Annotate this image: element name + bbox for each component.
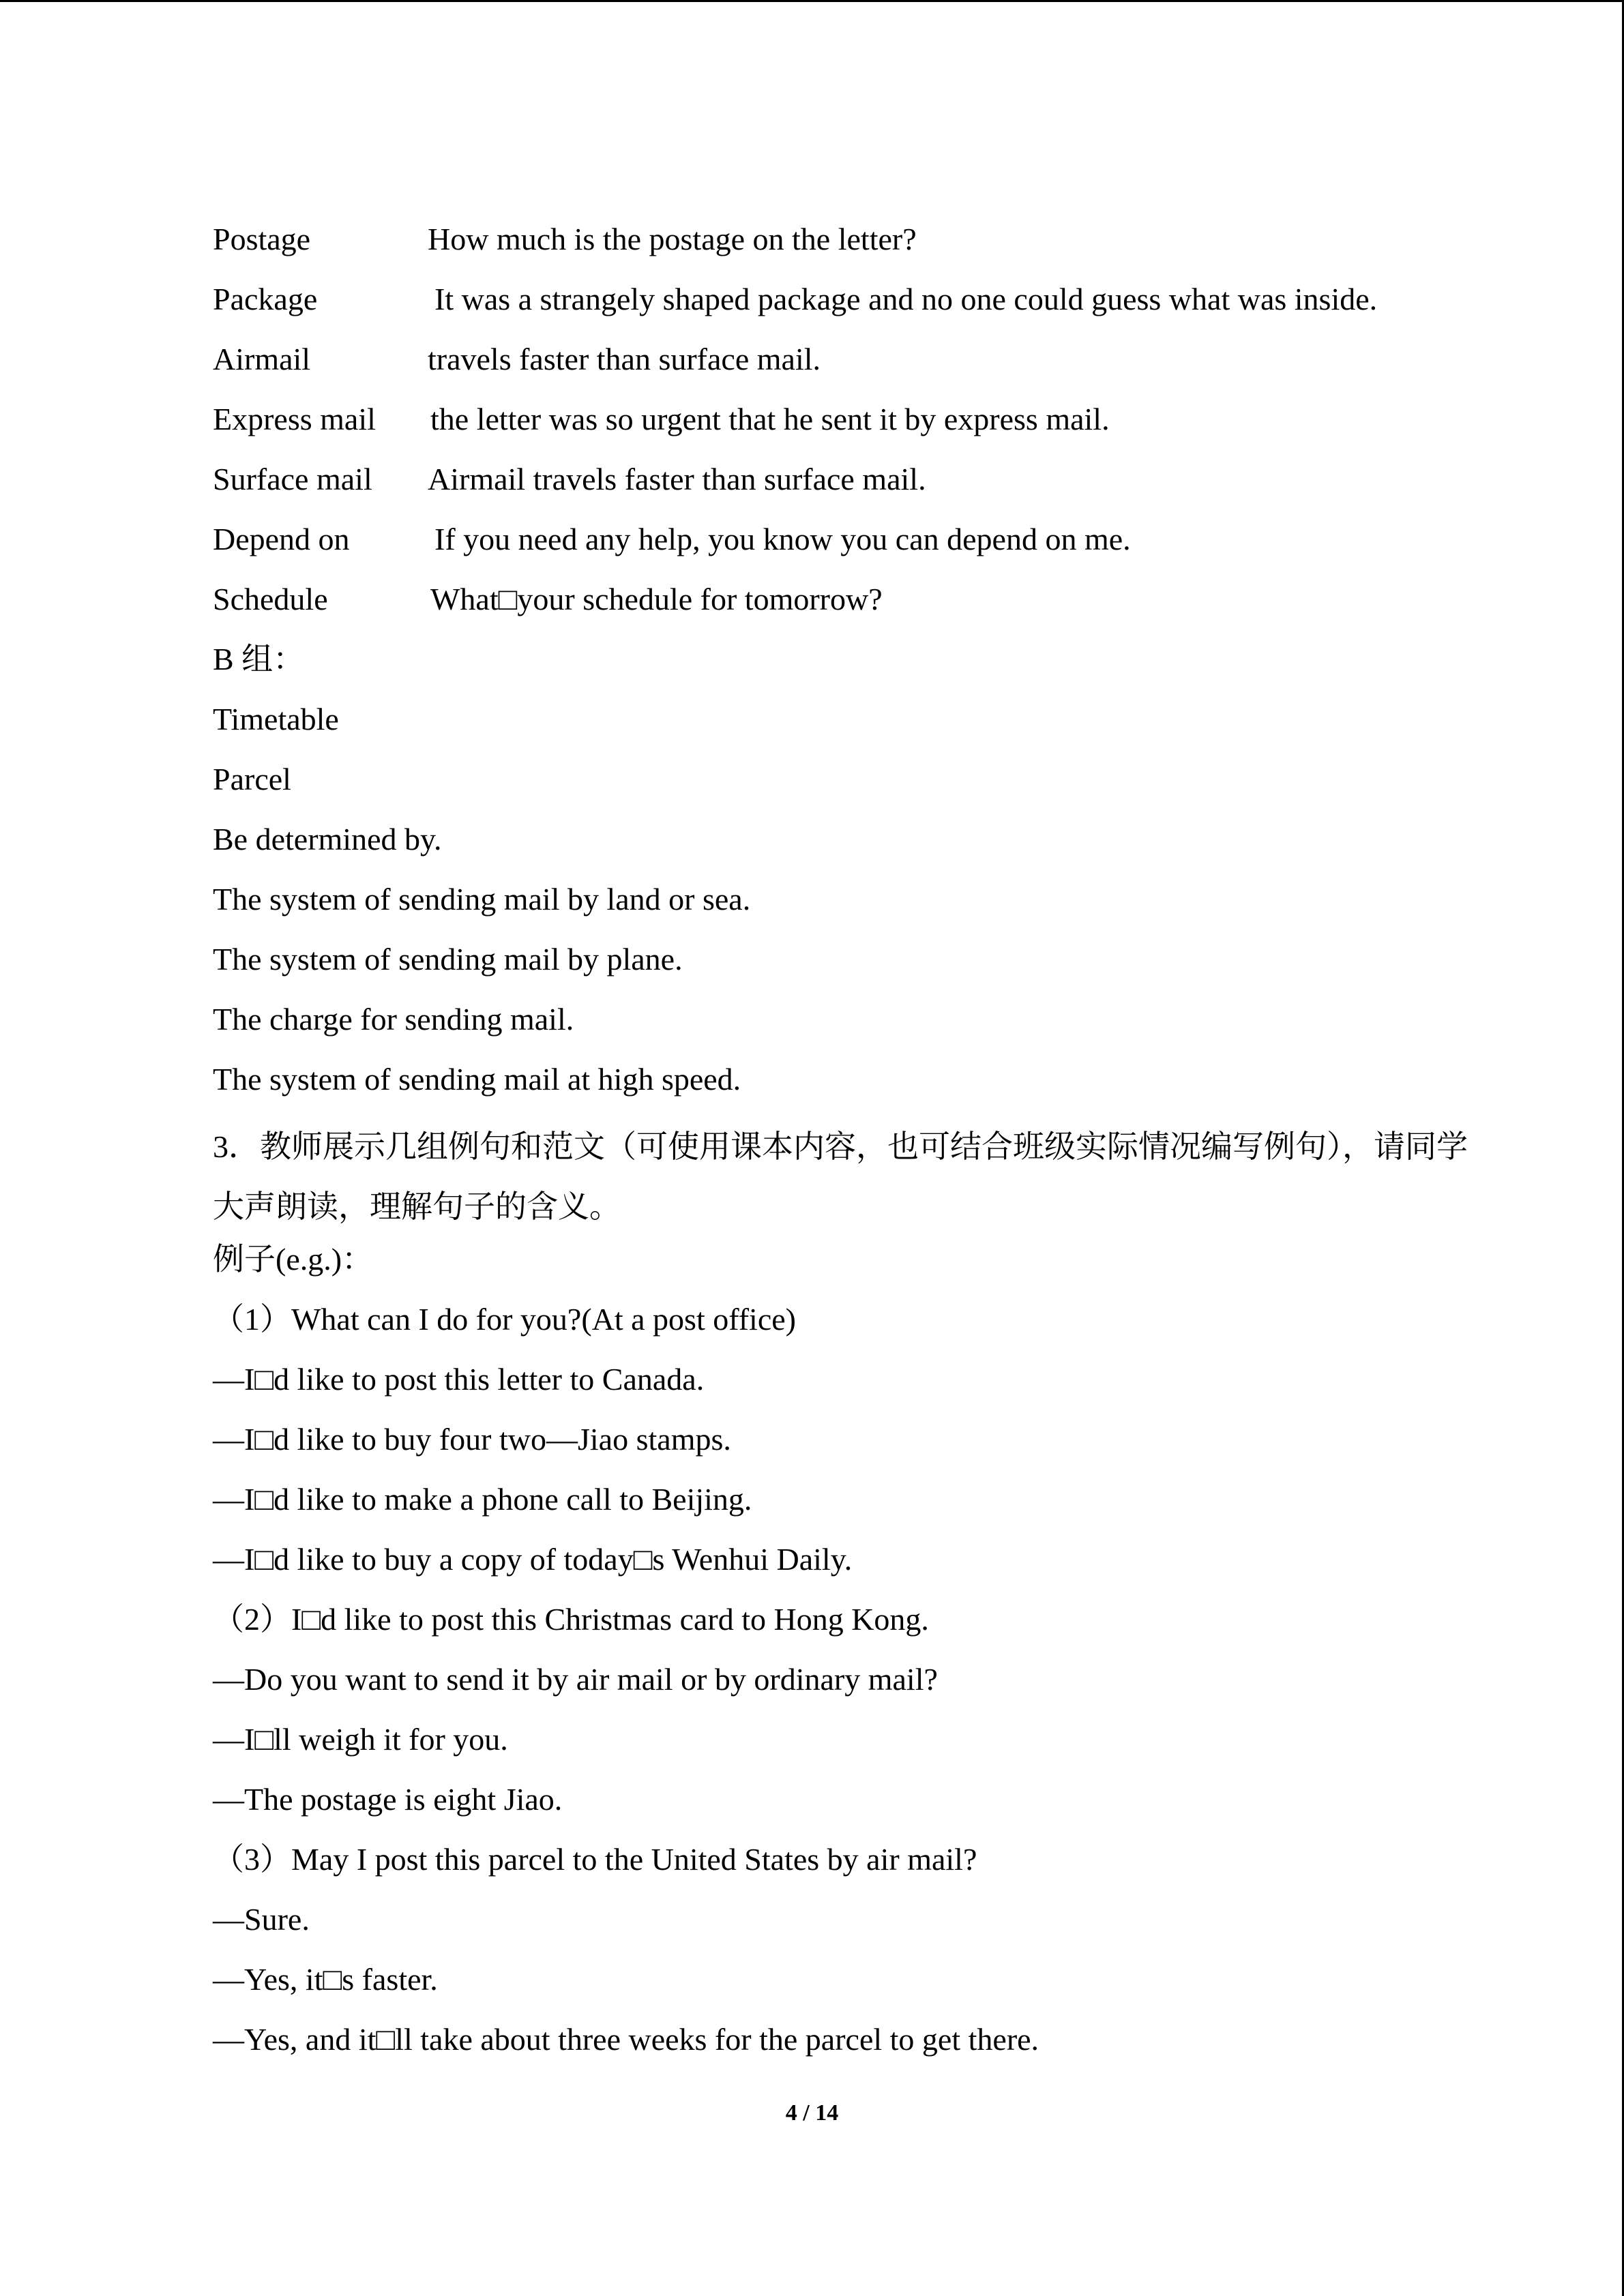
example-line: （2）I□d like to post this Christmas card to Hong Kong. [213,1602,929,1637]
group-b-item: Timetable [213,702,339,736]
vocab-term: Airmail [213,342,311,376]
example-line: —Do you want to send it by air mail or by ordinary mail? [213,1662,938,1697]
example-line: —Sure. [213,1902,310,1937]
group-b-item: The charge for sending mail. [213,1002,574,1037]
vocab-term: Postage [213,222,311,256]
vocab-example: Airmail travels faster than surface mail. [428,462,926,496]
vocab-example: It was a strangely shaped package and no one could guess what was inside. [434,282,1378,316]
example-line: —The postage is eight Jiao. [213,1782,563,1817]
vocab-term: Express mail [213,402,376,436]
vocab-term: Package [213,282,318,316]
group-b-heading: B 组： [213,642,305,676]
group-b-item: The system of sending mail at high speed. [213,1062,741,1097]
vocab-example: What□your schedule for tomorrow? [430,582,883,616]
examples-label: 例子(e.g.)： [213,1242,374,1277]
vocab-row [213,337,1468,397]
vocab-example: How much is the postage on the letter? [428,222,917,256]
step-3-instruction: 3．教师展示几组例句和范文（可使用课本内容，也可结合班级实际情况编写例句），请同学大声朗读，理解句子的含义。 [213,1129,1468,1224]
example-line: （3）May I post this parcel to the United States by air mail? [213,1842,977,1877]
vocab-row [213,577,1468,637]
vocab-row [213,457,1468,517]
example-line: —I□d like to buy four two—Jiao stamps. [213,1422,731,1457]
example-line: —I□d like to make a phone call to Beijing. [213,1482,752,1517]
example-line: —I□d like to buy a copy of today□s Wenhui Daily. [213,1542,853,1577]
group-b [213,637,1468,1117]
vocab-term: Surface mail [213,462,372,496]
example-line: —Yes, it□s faster. [213,1962,438,1997]
vocab-term: Depend on [213,522,350,556]
vocab-example: the letter was so urgent that he sent it by express mail. [430,402,1110,436]
group-b-item: Be determined by. [213,822,442,856]
example-line: （1）What can I do for you?(At a post office) [213,1302,796,1337]
example-line: —I□d like to post this letter to Canada. [213,1362,705,1397]
page-border-top [0,0,1624,2]
vocab-row [213,277,1468,337]
example-line: —Yes, and it□ll take about three weeks for the parcel to get there. [213,2022,1039,2057]
vocab-term: Schedule [213,582,328,616]
vocab-example: If you need any help, you know you can depend on me. [434,522,1131,556]
vocab-row [213,517,1468,577]
page-number: 4 / 14 [785,2100,839,2126]
vocab-list [213,217,1468,637]
document-body [213,217,1468,2077]
vocab-row [213,217,1468,277]
group-b-item: The system of sending mail by plane. [213,942,683,976]
group-b-item: The system of sending mail by land or sea. [213,882,751,916]
examples-section [213,1237,1468,2077]
vocab-example: travels faster than surface mail. [428,342,821,376]
group-b-item: Parcel [213,762,291,796]
vocab-row [213,397,1468,457]
example-line: —I□ll weigh it for you. [213,1722,508,1757]
